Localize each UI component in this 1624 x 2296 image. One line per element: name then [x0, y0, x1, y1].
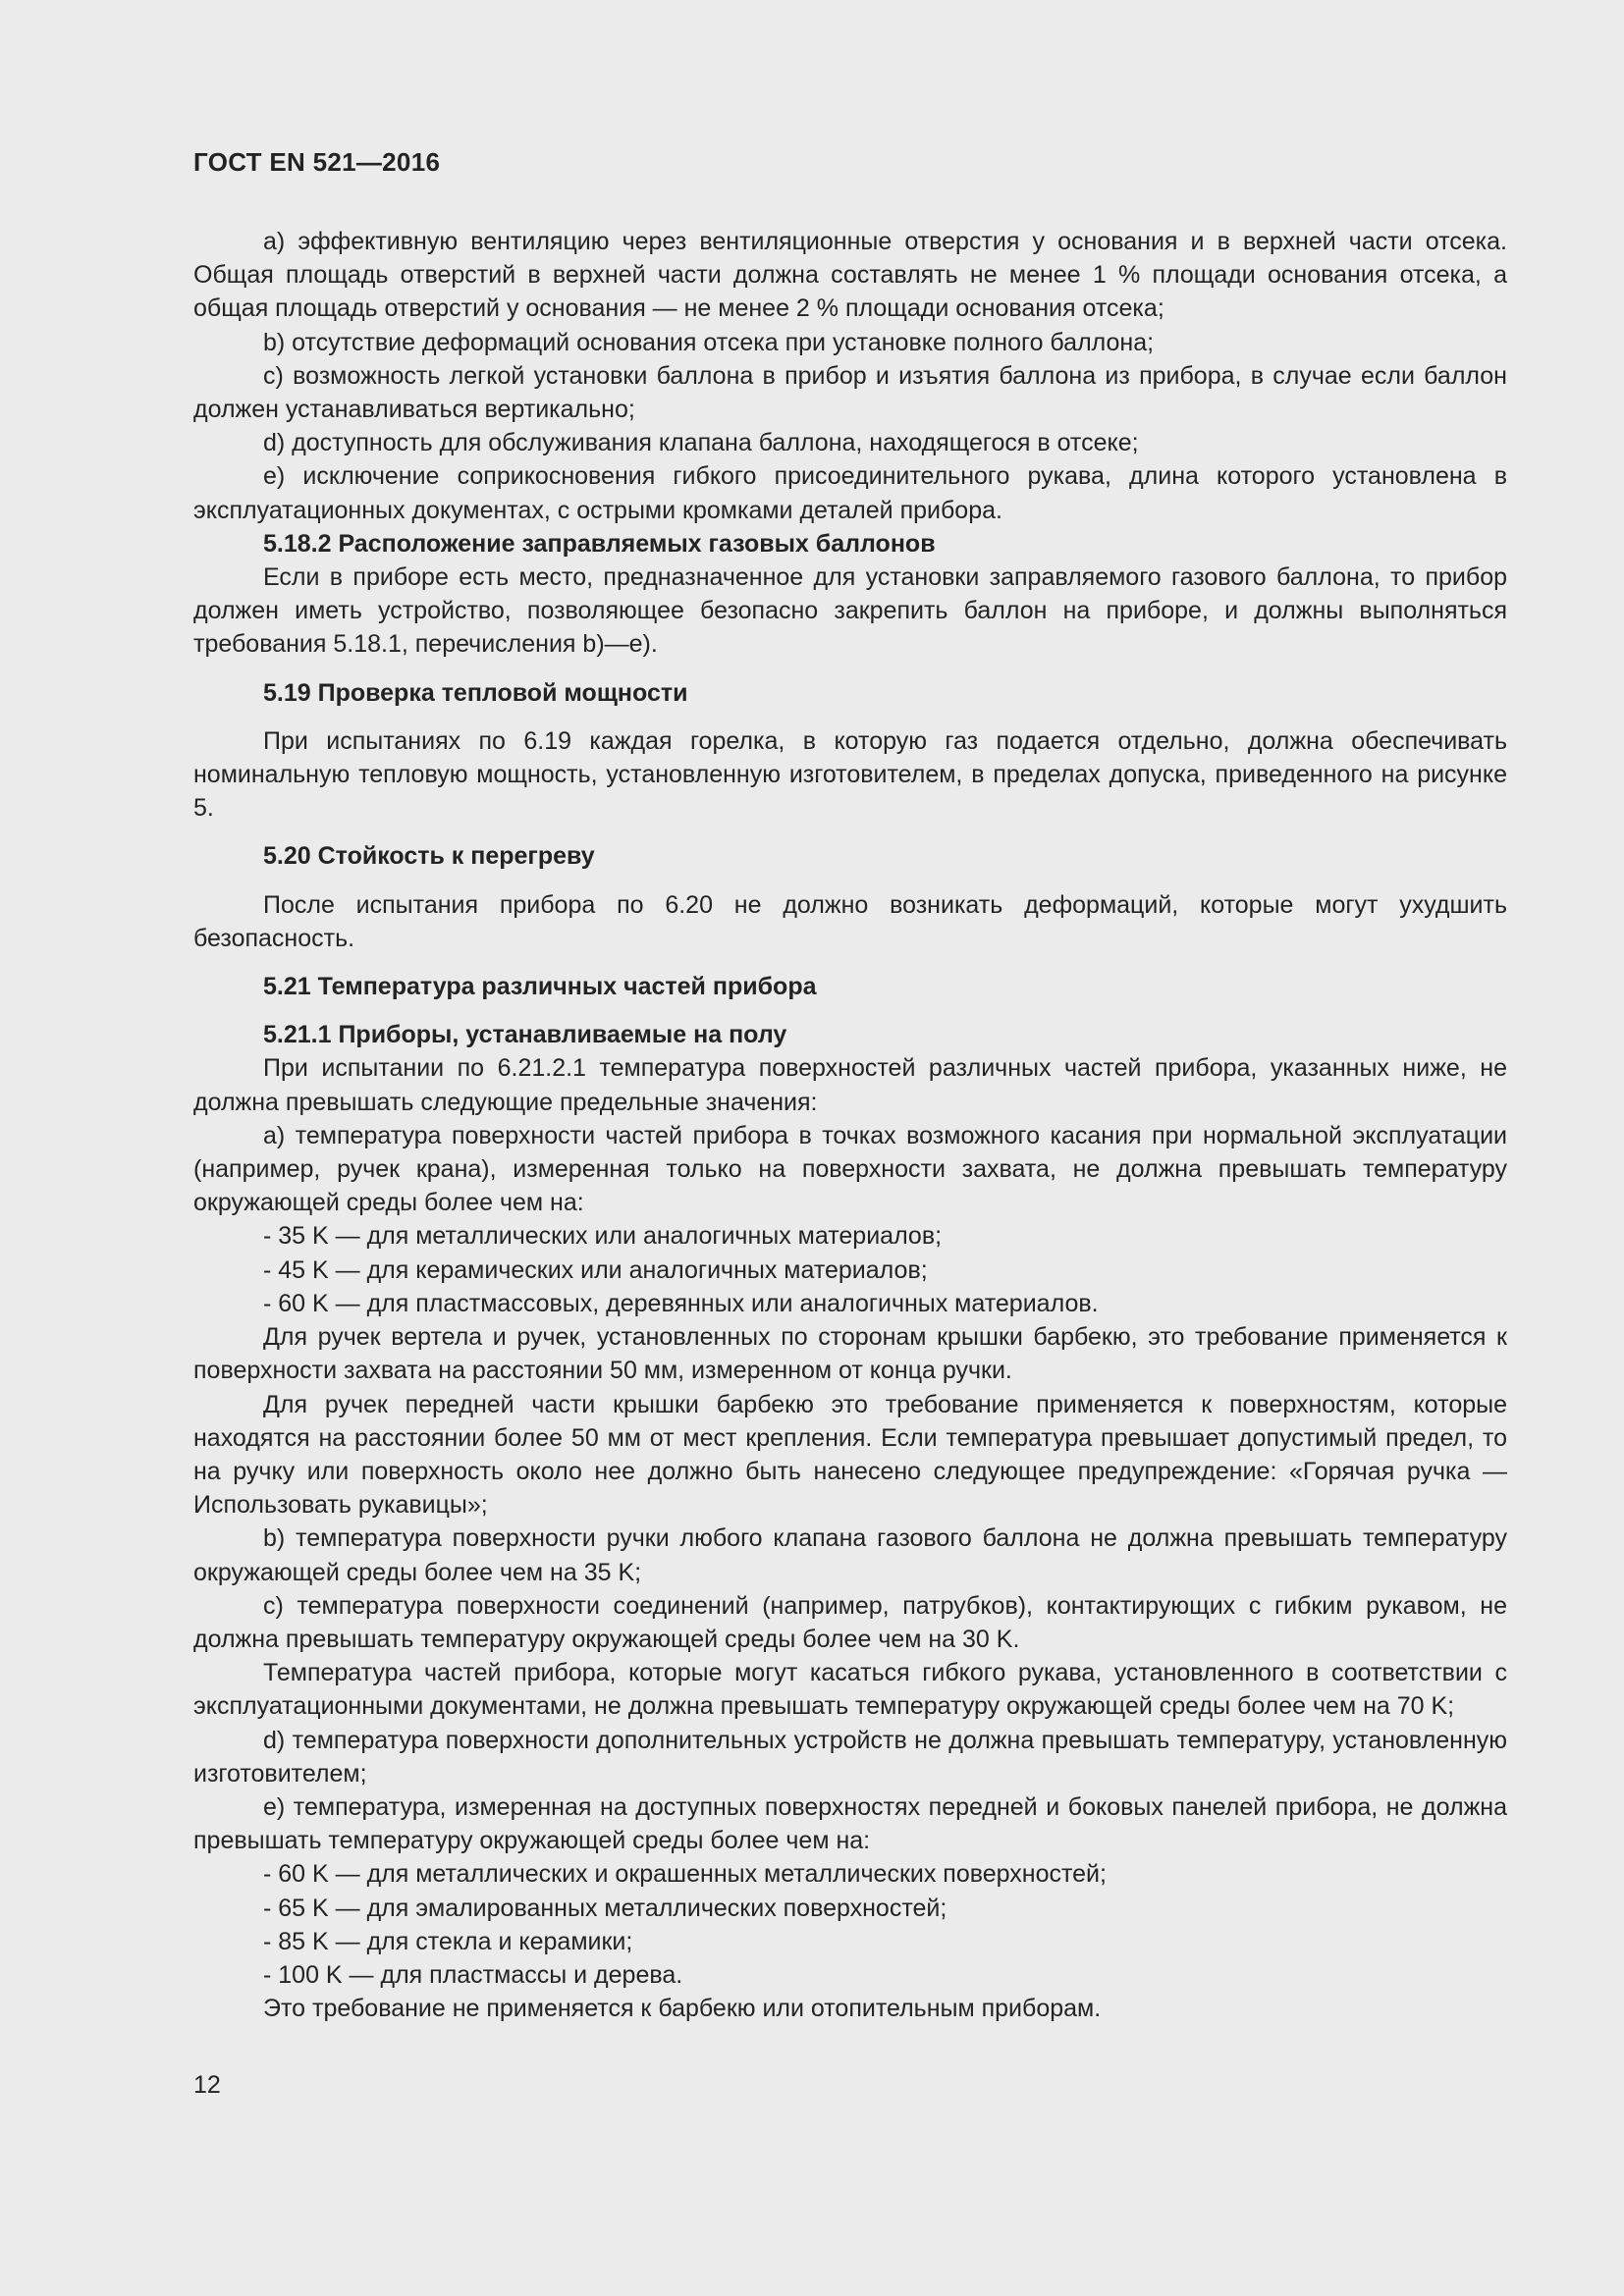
- list-item: - 100 K — для пластмассы и дерева.: [263, 1960, 683, 1989]
- list-item: - 60 K — для металлических и окрашенных металлических поверхностей;: [263, 1860, 1107, 1889]
- paragraph-test-6-21-2-1: При испытании по 6.21.2.1 температура поверхностей различных частей прибора, указанных ниже, не должна превышать следующие предельные значения:: [193, 1054, 1507, 1116]
- paragraph-d-valve-access: d) доступность для обслуживания клапана баллона, находящегося в отсеке;: [263, 429, 1139, 457]
- paragraph-front-handles: Для ручек передней части крышки барбекю это требование применяется к поверхностям, которые находятся на расстоянии более 50 мм от мест крепления. Если температура превышает допустимый предел, то на ручку или поверхность около нее должно быть нанесено следующее предупреждение: «Горячая ручка — Использовать рукавицы»;: [193, 1390, 1507, 1520]
- paragraph-d-additional-devices: d) температура поверхности дополнительных устройств не должна превышать температуру, установленную изготовителем;: [193, 1726, 1507, 1788]
- paragraph-hose-contact-temp: Температура частей прибора, которые могут касаться гибкого рукава, установленного в соответствии с эксплуатационными документами, не должна превышать температуру окружающей среды более чем на 70 K;: [193, 1659, 1507, 1721]
- heading-5-21: 5.21 Температура различных частей прибора: [263, 973, 817, 1001]
- paragraph-b-valve-handle: b) температура поверхности ручки любого клапана газового баллона не должна превышать температуру окружающей среды более чем на 35 K;: [193, 1524, 1507, 1586]
- list-item: - 85 K — для стекла и керамики;: [263, 1927, 633, 1955]
- list-item: - 45 K — для керамических или аналогичных материалов;: [263, 1255, 928, 1284]
- paragraph-a-ventilation: a) эффективную вентиляцию через вентиляционные отверстия у основания и в верхней части отсека. Общая площадь отверстий в верхней части должна составлять не менее 1 % площади основания отсека, а общая площадь отверстий у основания — не менее 2 % площади основания отсека;: [193, 228, 1507, 323]
- list-item: - 65 K — для эмалированных металлических поверхностей;: [263, 1894, 947, 1922]
- document-body: [193, 225, 1507, 2025]
- heading-5-21-1: 5.21.1 Приборы, устанавливаемые на полу: [263, 1021, 787, 1049]
- paragraph-c-installation: c) возможность легкой установки баллона в прибор и изъятия баллона из прибора, в случае если баллон должен устанавливаться вертикально;: [193, 361, 1507, 424]
- list-item: - 60 K — для пластмассовых, деревянных или аналогичных материалов.: [263, 1289, 1099, 1317]
- document-header: ГОСТ EN 521—2016: [193, 147, 441, 177]
- heading-5-18-2: 5.18.2 Расположение заправляемых газовых баллонов: [263, 529, 936, 558]
- paragraph-refillable-cylinders: Если в приборе есть место, предназначенное для установки заправляемого газового баллона, то прибор должен иметь устройство, позволяющее безопасно закрепить баллон на приборе, и должны выполняться требования 5.18.1, перечисления b)—e).: [193, 563, 1507, 659]
- paragraph-b-deformation: b) отсутствие деформаций основания отсека при установке полного баллона;: [263, 328, 1155, 356]
- page-number: 12: [193, 2071, 221, 2099]
- heading-5-19: 5.19 Проверка тепловой мощности: [263, 678, 688, 707]
- paragraph-overheat: После испытания прибора по 6.20 не должно возникать деформаций, которые могут ухудшить безопасность.: [193, 890, 1507, 952]
- paragraph-a-touch-surfaces: a) температура поверхности частей прибора в точках возможного касания при нормальной эксплуатации (например, ручек крана), измеренная только на поверхности захвата, не должна превышать температуру окружающей среды более чем на:: [193, 1121, 1507, 1217]
- paragraph-spit-handles: Для ручек вертела и ручек, установленных по сторонам крышки барбекю, это требование применяется к поверхности захвата на расстоянии 50 мм, измеренном от конца ручки.: [193, 1323, 1507, 1385]
- list-item: - 35 K — для металлических или аналогичных материалов;: [263, 1222, 943, 1251]
- paragraph-not-applicable: Это требование не применяется к барбекю или отопительным приборам.: [263, 1995, 1102, 2023]
- heading-5-20: 5.20 Стойкость к перегреву: [263, 842, 595, 871]
- paragraph-e-panels: e) температура, измеренная на доступных поверхностях передней и боковых панелей прибора, не должна превышать температуру окружающей среды более чем на:: [193, 1792, 1507, 1855]
- paragraph-e-hose-contact: e) исключение соприкосновения гибкого присоединительного рукава, длина которого установлена в эксплуатационных документах, с острыми кромками деталей прибора.: [193, 462, 1507, 524]
- paragraph-heat-input: При испытаниях по 6.19 каждая горелка, в которую газ подается отдельно, должна обеспечивать номинальную тепловую мощность, установленную изготовителем, в пределах допуска, приведенного на рисунке 5.: [193, 726, 1507, 823]
- paragraph-c-connections: c) температура поверхности соединений (например, патрубков), контактирующих с гибким рукавом, не должна превышать температуру окружающей среды более чем на 30 K.: [193, 1591, 1507, 1653]
